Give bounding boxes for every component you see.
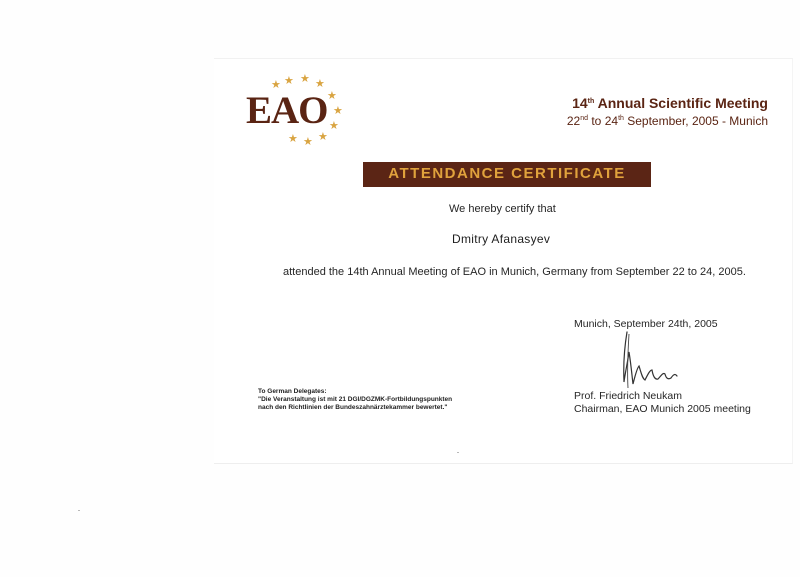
- date-end-suffix: th: [618, 115, 624, 122]
- svg-text:★: ★: [333, 104, 343, 117]
- svg-text:★: ★: [300, 72, 310, 85]
- svg-text:★: ★: [303, 135, 313, 148]
- logo-text: EAO: [246, 89, 328, 132]
- delegates-line-1: "Die Veranstaltung ist mit 21 DGI/DGZMK-Fortbildungspunkten: [258, 396, 453, 403]
- title-ordinal-number: 14: [572, 95, 588, 111]
- scan-speck: [457, 452, 459, 453]
- svg-text:★: ★: [284, 74, 294, 87]
- svg-text:★: ★: [327, 89, 337, 102]
- title-rest: Annual Scientific Meeting: [594, 95, 768, 111]
- scan-speck: [78, 510, 80, 511]
- title-ordinal-suffix: th: [587, 98, 595, 105]
- delegates-heading: To German Delegates:: [258, 388, 327, 395]
- german-delegates-note: [258, 388, 498, 412]
- eao-logo: [244, 72, 346, 148]
- svg-text:★: ★: [271, 78, 281, 91]
- meeting-dates: [567, 113, 768, 129]
- svg-text:★: ★: [318, 130, 328, 143]
- svg-text:★: ★: [315, 77, 325, 90]
- date-to: to: [588, 114, 605, 128]
- svg-text:★: ★: [329, 119, 339, 132]
- svg-text:★: ★: [288, 132, 298, 145]
- certificate-banner: [363, 162, 651, 187]
- certify-text: We hereby certify that: [449, 203, 556, 215]
- date-start-suffix: nd: [580, 115, 589, 122]
- date-rest: September, 2005 - Munich: [623, 114, 768, 128]
- certificate-title: ATTENDANCE CERTIFICATE: [388, 165, 626, 182]
- meeting-title: [567, 94, 768, 112]
- signer-name: Prof. Friedrich Neukam: [574, 390, 682, 402]
- handwritten-signature: [615, 330, 685, 399]
- signer-role: Chairman, EAO Munich 2005 meeting: [574, 403, 751, 415]
- attendance-statement: attended the 14th Annual Meeting of EAO in Munich, Germany from September 22 to 24, 2005.: [283, 266, 746, 278]
- attendee-name: Dmitry Afanasyev: [452, 232, 551, 246]
- date-start-number: 22: [566, 114, 581, 128]
- place-date: Munich, September 24th, 2005: [574, 318, 718, 330]
- meeting-header: [567, 94, 768, 129]
- date-end-number: 24: [604, 114, 619, 128]
- delegates-line-2: nach den Richtlinien der Bundeszahnärztekammer bewertet.": [258, 404, 448, 411]
